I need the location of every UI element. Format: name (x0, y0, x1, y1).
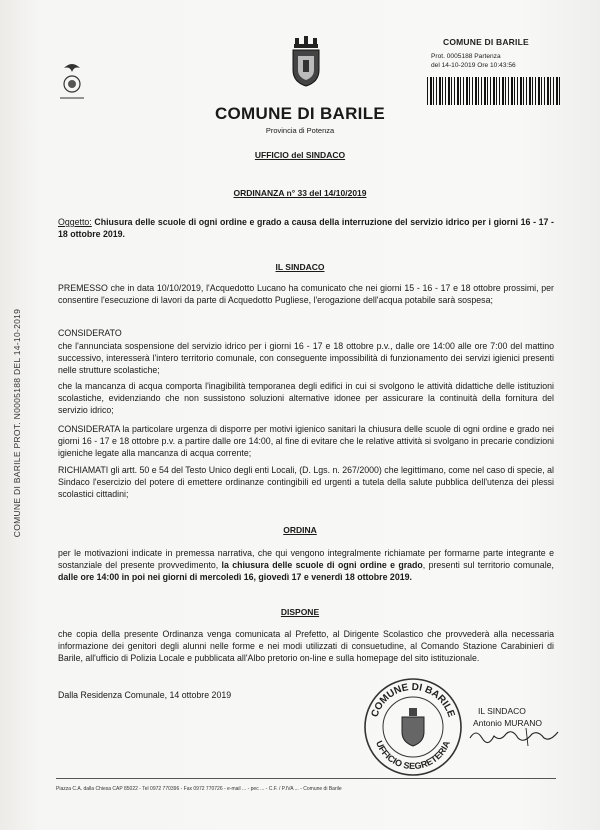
protocol-barcode (427, 77, 561, 105)
ordina-text-1: per le motivazioni indicate in premessa narrativa, che qui vengono integralmente richiamate per formarne parte integrante e sostanziale del presente provvedimento, (58, 548, 554, 570)
il-sindaco-heading: IL SINDACO (275, 262, 325, 272)
footer-contacts: Piazza C.A. dalla Chiesa CAP 85022 - Tel 0972 770396 - Fax 0972 770726 - e-mail ... - pec ... - C.F. / P.IVA ... - Comune di Barile (56, 786, 342, 792)
handwritten-signature (466, 724, 566, 748)
regione-logo-icon (54, 62, 90, 102)
comune-crest-icon (286, 36, 326, 88)
ordina-heading: ORDINA (283, 525, 317, 535)
dispone-heading: DISPONE (280, 607, 320, 617)
protocol-number: Prot. 0005188 Partenza (431, 53, 501, 60)
data-luogo: Dalla Residenza Comunale, 14 ottobre 2019 (58, 690, 232, 700)
considerato-paragraph-2: che la mancanza di acqua comporta l'inagibilità temporanea degli edifici in cui si svolgono le attività didattiche delle istituzioni scolastiche, evidenziando che non sussistono soluzioni alternative idonee per assicurare la continuità della fornitura del servizio idrico; (58, 381, 554, 415)
signature-name: Antonio MURANO (473, 718, 542, 728)
protocol-margin-note: COMUNE DI BARILE PROT. N0005188 DEL 14-10-2019 (12, 308, 22, 538)
ordina-bold-2: dalle ore 14:00 in poi nei giorni di mercoledì 16, giovedì 17 e venerdì 18 ottobre 2019. (58, 572, 412, 582)
premesso-paragraph: PREMESSO che in data 10/10/2019, l'Acquedotto Lucano ha comunicato che nei giorni 15 - 16 - 17 e 18 ottobre prossimi, per consentire l'esecuzione di lavori da parte di Acquedotto Pugliese, l'erogazione dell'acqua potabile sarà sospesa; (58, 283, 554, 305)
oggetto-label: Oggetto: (58, 217, 92, 227)
stamp-bottom-text: UFFICIO SEGRETERIA (374, 739, 452, 772)
richiamati-paragraph: RICHIAMATI gli artt. 50 e 54 del Testo Unico degli enti Locali, (D. Lgs. n. 267/2000) che legittimano, come nel caso di specie, al Sindaco l'esercizio del potere di emettere ordinanze contingibili ed urgenti a tutela della salute pubblica dell'utenza dei plessi scolastici cittadini; (58, 465, 554, 499)
oggetto-text: Chiusura delle scuole di ogni ordine e grado a causa della interruzione del servizio idrico per i giorni 16 - 17 - 18 ottobre 2019. (58, 217, 554, 239)
protocol-title: COMUNE DI BARILE (443, 37, 529, 47)
provincia-label: Provincia di Potenza (265, 126, 335, 135)
ordina-text-2: , presenti sul territorio comunale, (422, 560, 554, 570)
considerata-paragraph: CONSIDERATA la particolare urgenza di disporre per motivi igienico sanitari la chiusura delle scuole di ogni ordine e grado nei giorni 16 - 17 e 18 ottobre p.v. a partire dalle ore 14:00, al fine di evitare che le relative attività si svolgano in precarie condizioni igieniche legate alla mancanza di acqua corrente; (58, 424, 554, 458)
stamp-top-text: COMUNE DI BARILE (369, 681, 457, 719)
signature-title: IL SINDACO (478, 706, 526, 716)
considerato-paragraph-1: che l'annunciata sospensione del servizio idrico per i giorni 16 - 17 e 18 ottobre p.v., dalle ore 14:00 alle ore 7:00 del mattino successivo, interesserà l'intero territorio comunale, con conseguente impossibilità di funzionamento dei servizi igienici presenti nelle strutture scolastiche; (58, 341, 554, 375)
oggetto-paragraph (58, 216, 554, 240)
ordinanza-title: ORDINANZA n° 33 del 14/10/2019 (233, 188, 367, 198)
considerato-label: CONSIDERATO (58, 328, 122, 338)
dispone-paragraph: che copia della presente Ordinanza venga comunicata al Prefetto, al Dirigente Scolastico che provvederà alla necessaria informazione dei genitori degli alunni nelle forme e nei modi utilizzati di consuetudine, al Comando Stazione Carabinieri di Barile, all'ufficio di Polizia Locale e pubblicata all'Albo pretorio on-line e sulla homepage del sito istituzionale. (58, 629, 554, 663)
comune-stamp-seal (358, 672, 468, 782)
footer-divider (56, 778, 556, 779)
comune-title: COMUNE DI BARILE (214, 104, 386, 123)
ordina-bold-1: la chiusura delle scuole di ogni ordine e grado (221, 560, 423, 570)
protocol-date: del 14-10-2019 Ore 10:43:56 (431, 62, 516, 69)
ordina-paragraph (58, 547, 554, 583)
ufficio-label: UFFICIO del SINDACO (254, 150, 346, 160)
